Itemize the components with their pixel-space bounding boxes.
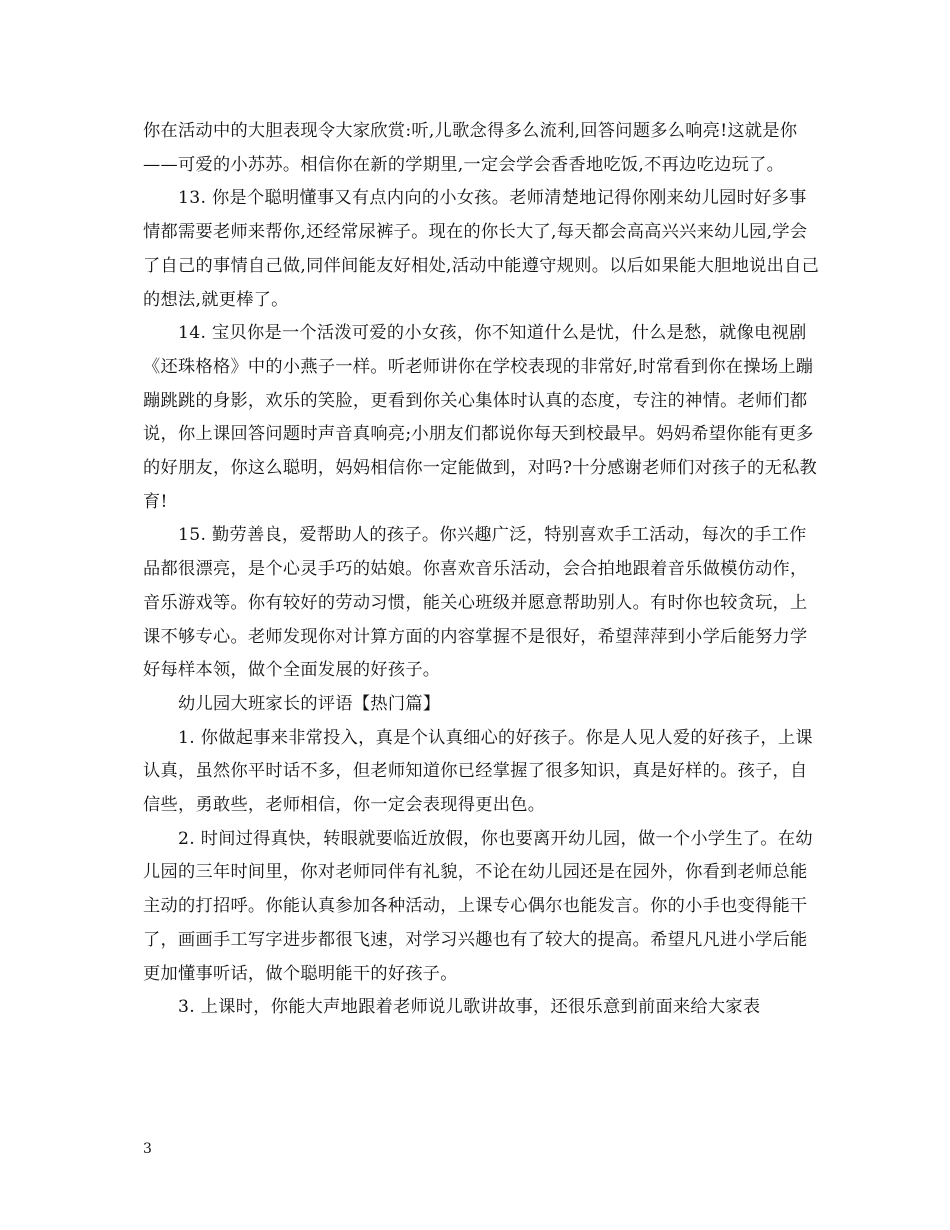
paragraph-item-1: 1. 你做起事来非常投入，真是个认真细心的好孩子。你是人见人爱的好孩子，上课认真，虽然你平时话不多，但老师知道你已经掌握了很多知识，真是好样的。孩子，自信些，勇敢些，老师相信，你一定会表现得更出色。 xyxy=(143,727,813,816)
section-heading: 幼儿园大班家长的评语【热门篇】 xyxy=(178,693,441,714)
page-number: 3 xyxy=(143,1141,152,1157)
paragraph-continuation: 你在活动中的大胆表现令大家欣赏:听,儿歌念得多么流利,回答问题多么响亮!这就是你——可爱的小苏苏。相信你在新的学期里,一定会学会香香地吃饭,不再边吃边玩了。 xyxy=(143,121,798,175)
paragraph-item-2: 2. 时间过得真快，转眼就要临近放假，你也要离开幼儿园，做一个小学生了。在幼儿园的三年时间里，你对老师同伴有礼貌，不论在幼儿园还是在园外，你看到老师总能主动的打招呼。你能认真参加各种活动，上课专心偶尔也能发言。你的小手也变得能干了，画画手工写字进步都很飞速，对学习兴趣也有了较大的提高。希望凡凡进小学后能更加懂事听话，做个聪明能干的好孩子。 xyxy=(143,828,813,984)
document-body xyxy=(143,115,823,1025)
paragraph-item-14: 14. 宝贝你是一个活泼可爱的小女孩，你不知道什么是忧，什么是愁，就像电视剧《还珠格格》中的小燕子一样。听老师讲你在学校表现的非常好,时常看到你在操场上蹦蹦跳跳的身影，欢乐的笑脸，更看到你关心集体时认真的态度，专注的神情。老师们都说，你上课回答问题时声音真响亮;小朋友们都说你每天到校最早。妈妈希望你能有更多的好朋友，你这么聪明，妈妈相信你一定能做到，对吗?十分感谢老师们对孩子的无私教育! xyxy=(143,323,818,512)
paragraph-item-3: 3. 上课时，你能大声地跟着老师说儿歌讲故事，还很乐意到前面来给大家表 xyxy=(178,997,761,1018)
paragraph-item-15: 15. 勤劳善良，爱帮助人的孩子。你兴趣广泛，特别喜欢手工活动，每次的手工作品都很漂亮，是个心灵手巧的姑娘。你喜欢音乐活动，会合拍地跟着音乐做模仿动作，音乐游戏等。你有较好的劳动习惯，能关心班级并愿意帮助别人。有时你也较贪玩，上课不够专心。老师发现你对计算方面的内容掌握不是很好，希望萍萍到小学后能努力学好每样本领，做个全面发展的好孩子。 xyxy=(143,525,808,681)
paragraph-item-13: 13. 你是个聪明懂事又有点内向的小女孩。老师清楚地记得你刚来幼儿园时好多事情都需要老师来帮你,还经常尿裤子。现在的你长大了,每天都会高高兴兴来幼儿园,学会了自己的事情自己做,同伴间能友好相处,活动中能遵守规则。以后如果能大胆地说出自己的想法,就更棒了。 xyxy=(143,188,820,310)
